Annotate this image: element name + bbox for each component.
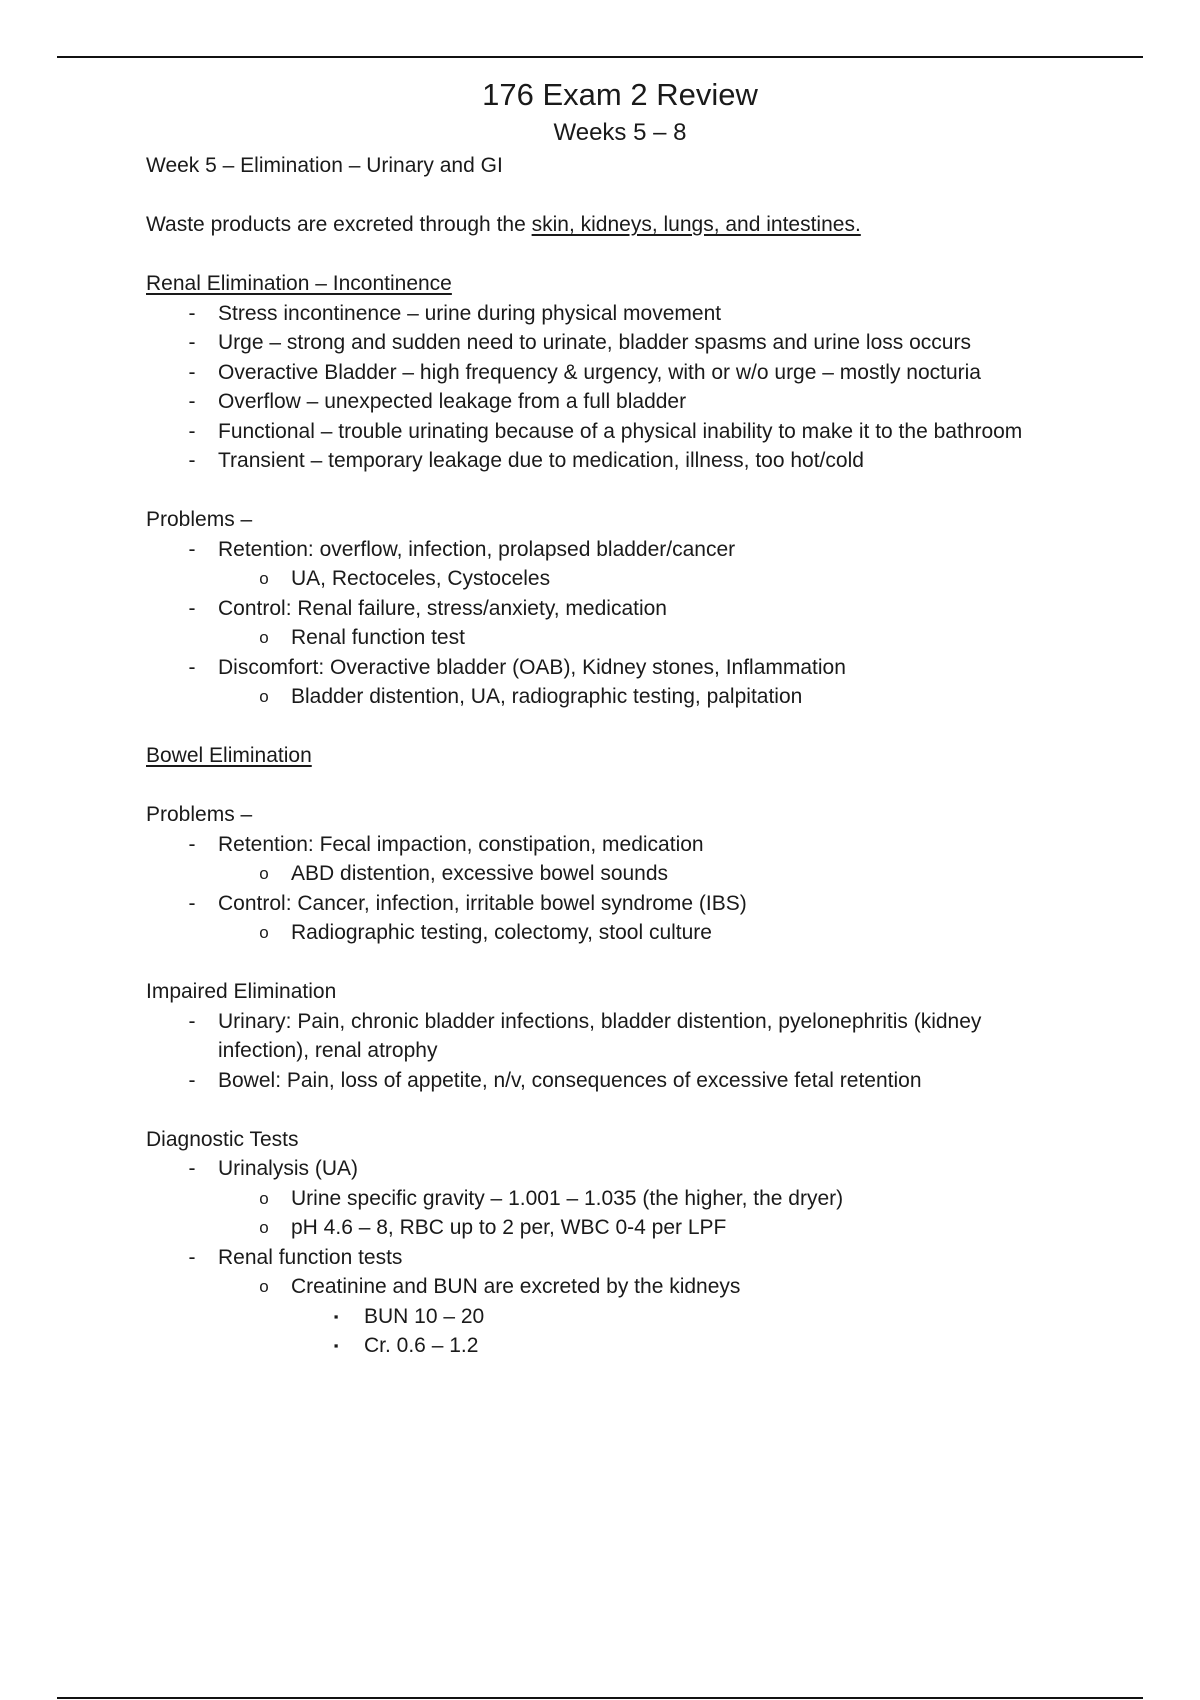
dash-bullet: - — [188, 832, 196, 856]
sub-list-item: o Renal function test — [146, 623, 1146, 653]
document-subtitle: Weeks 5 – 8 — [553, 119, 687, 146]
dash-bullet: - — [188, 449, 196, 472]
dash-bullet: - — [188, 301, 196, 325]
circle-bullet: o — [259, 923, 269, 942]
circle-bullet: o — [259, 687, 269, 706]
waste-sentence — [146, 210, 1146, 240]
sub-list-item: o Creatinine and BUN are excreted by the kidneys — [146, 1272, 1146, 1302]
diagnostic-tests-heading: Diagnostic Tests — [146, 1127, 299, 1151]
dash-bullet: - — [188, 1245, 196, 1269]
list-item: - Overactive Bladder – high frequency & urgency, with or w/o urge – mostly nocturia — [146, 358, 1146, 388]
dash-bullet: - — [188, 655, 196, 679]
renal-elimination-heading: Renal Elimination – Incontinence — [146, 272, 452, 295]
document-title: 176 Exam 2 Review — [482, 77, 758, 112]
list-item: - Urinary: Pain, chronic bladder infections, bladder distention, pyelonephritis (kidney — [146, 1007, 1146, 1037]
sub-list-item: o pH 4.6 – 8, RBC up to 2 per, WBC 0-4 per LPF — [146, 1213, 1146, 1243]
circle-bullet: o — [259, 1218, 269, 1237]
circle-bullet: o — [259, 569, 269, 588]
sub-list-item: o Bladder distention, UA, radiographic testing, palpitation — [146, 682, 1146, 712]
dash-bullet: - — [188, 1068, 196, 1092]
circle-bullet: o — [259, 1277, 269, 1296]
dash-bullet: - — [188, 596, 196, 620]
bottom-rule — [57, 1697, 1143, 1699]
list-item: - Discomfort: Overactive bladder (OAB), Kidney stones, Inflammation — [146, 653, 1146, 683]
list-item: - Bowel: Pain, loss of appetite, n/v, consequences of excessive fetal retention — [146, 1066, 1146, 1096]
list-item: - Functional – trouble urinating because of a physical inability to make it to the bathroom — [146, 417, 1146, 447]
list-item: - Urinalysis (UA) — [146, 1154, 1146, 1184]
list-item: - Control: Renal failure, stress/anxiety, medication — [146, 594, 1146, 624]
dash-bullet: - — [188, 331, 196, 354]
dash-bullet: - — [188, 390, 196, 413]
dash-bullet: - — [188, 1009, 196, 1033]
sub-sub-list-item: ▪ BUN 10 – 20 — [146, 1302, 1146, 1332]
renal-problems-heading: Problems – — [146, 508, 253, 531]
waste-prefix: Waste products are excreted through the — [146, 213, 532, 236]
list-item: - Retention: Fecal impaction, constipation, medication — [146, 830, 1146, 860]
sub-list-item: o ABD distention, excessive bowel sounds — [146, 859, 1146, 889]
week-heading: Week 5 – Elimination – Urinary and GI — [146, 154, 503, 177]
circle-bullet: o — [259, 864, 269, 883]
circle-bullet: o — [259, 1188, 269, 1208]
list-item: - Stress incontinence – urine during physical movement — [146, 299, 1146, 329]
list-item: - Transient – temporary leakage due to medication, illness, too hot/cold — [146, 446, 1146, 476]
dash-bullet: - — [188, 891, 196, 915]
sub-sub-list-item: ▪ Cr. 0.6 – 1.2 — [146, 1331, 1146, 1361]
impaired-elimination-heading: Impaired Elimination — [146, 980, 337, 1003]
bowel-problems-heading: Problems – — [146, 803, 253, 826]
list-item: - Retention: overflow, infection, prolapsed bladder/cancer — [146, 535, 1146, 565]
dash-bullet: - — [188, 360, 196, 384]
sub-list-item: o Urine specific gravity – 1.001 – 1.035 (the higher, the dryer) — [146, 1184, 1146, 1214]
square-bullet: ▪ — [333, 1338, 339, 1353]
dash-bullet: - — [188, 537, 196, 561]
bowel-elimination-heading: Bowel Elimination — [146, 744, 312, 767]
dash-bullet: - — [188, 1157, 196, 1180]
waste-underlined: skin, kidneys, lungs, and intestines. — [531, 213, 861, 236]
circle-bullet: o — [259, 628, 269, 647]
top-rule — [57, 56, 1143, 58]
list-item-continuation: infection), renal atrophy — [218, 1039, 438, 1062]
list-item: - Overflow – unexpected leakage from a full bladder — [146, 387, 1146, 417]
list-item: - Renal function tests — [146, 1243, 1146, 1273]
document-body — [146, 151, 1146, 1361]
sub-list-item: o UA, Rectoceles, Cystoceles — [146, 564, 1146, 594]
list-item: - Urge – strong and sudden need to urinate, bladder spasms and urine loss occurs — [146, 328, 1146, 358]
dash-bullet: - — [188, 419, 196, 443]
list-item: - Control: Cancer, infection, irritable bowel syndrome (IBS) — [146, 889, 1146, 919]
square-bullet: ▪ — [333, 1308, 339, 1324]
sub-list-item: o Radiographic testing, colectomy, stool culture — [146, 918, 1146, 948]
